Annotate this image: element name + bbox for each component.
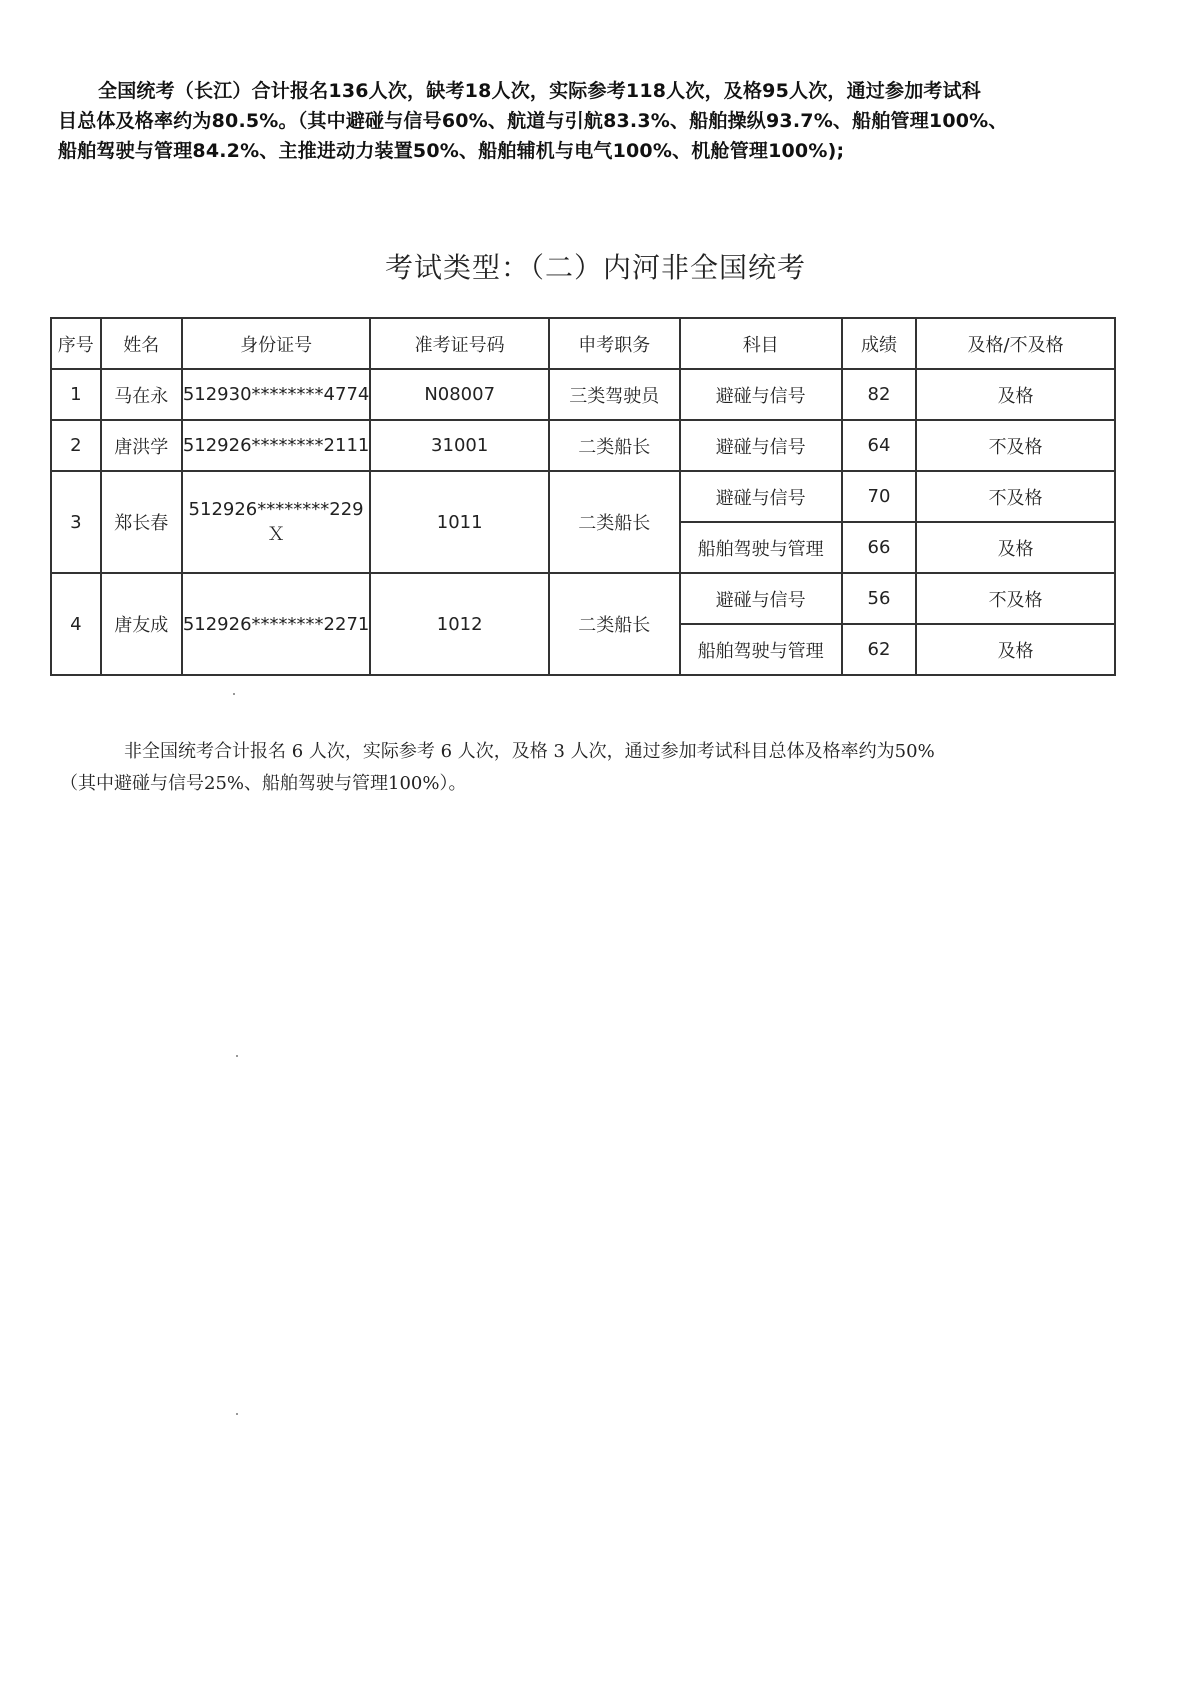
summary-line-1: 非全国统考合计报名 6 人次，实际参考 6 人次，及格 3 人次，通过参加考试科目总体及格率约为50% — [124, 741, 935, 762]
cell-result: 不及格 — [916, 471, 1115, 522]
cell-subject: 避碰与信号 — [680, 573, 842, 624]
cell-score: 62 — [842, 624, 916, 675]
cell-name: 郑长春 — [101, 471, 182, 573]
cell-ticket: N08007 — [370, 369, 549, 420]
scan-speck — [236, 1055, 238, 1057]
cell-no: 3 — [51, 471, 101, 573]
cell-result: 不及格 — [916, 573, 1115, 624]
scan-speck — [236, 1413, 238, 1415]
intro-line-1: 全国统考（长江）合计报名136人次，缺考18人次，实际参考118人次，及格95人次，通过参加考试科 — [98, 80, 982, 102]
header-ticket: 准考证号码 — [370, 318, 549, 369]
cell-score: 64 — [842, 420, 916, 471]
header-id: 身份证号 — [182, 318, 371, 369]
cell-no: 2 — [51, 420, 101, 471]
header-score: 成绩 — [842, 318, 916, 369]
cell-subject: 避碰与信号 — [680, 369, 842, 420]
cell-duty: 三类驾驶员 — [549, 369, 680, 420]
summary-line-2: （其中避碰与信号25%、船舶驾驶与管理100%）。 — [60, 773, 467, 794]
cell-no: 4 — [51, 573, 101, 675]
cell-name: 唐洪学 — [101, 420, 182, 471]
cell-duty: 二类船长 — [549, 573, 680, 675]
results-table — [50, 317, 1116, 676]
cell-name: 马在永 — [101, 369, 182, 420]
cell-result: 及格 — [916, 522, 1115, 573]
header-duty: 申考职务 — [549, 318, 680, 369]
cell-no: 1 — [51, 369, 101, 420]
header-subject: 科目 — [680, 318, 842, 369]
header-no: 序号 — [51, 318, 101, 369]
cell-score: 70 — [842, 471, 916, 522]
cell-result: 及格 — [916, 624, 1115, 675]
cell-duty: 二类船长 — [549, 471, 680, 573]
cell-subject: 船舶驾驶与管理 — [680, 624, 842, 675]
header-result: 及格/不及格 — [916, 318, 1115, 369]
cell-id: 512926********2111 — [182, 420, 371, 471]
cell-id: 512926********2271 — [182, 573, 371, 675]
table-row — [51, 471, 1115, 522]
intro-line-2: 目总体及格率约为80.5%。（其中避碰与信号60%、航道与引航83.3%、船舶操纵93.7%、船舶管理100%、 — [58, 110, 1008, 132]
intro-paragraph — [58, 76, 1118, 166]
header-name: 姓名 — [101, 318, 182, 369]
intro-line-3: 船舶驾驶与管理84.2%、主推进动力装置50%、船舶辅机与电气100%、机舱管理100%); — [58, 140, 845, 162]
cell-ticket: 1012 — [370, 573, 549, 675]
table-row — [51, 369, 1115, 420]
scan-speck — [233, 693, 235, 695]
cell-ticket: 31001 — [370, 420, 549, 471]
table-row — [51, 420, 1115, 471]
cell-ticket: 1011 — [370, 471, 549, 573]
cell-score: 66 — [842, 522, 916, 573]
cell-id: 512926********229Ｘ — [182, 471, 371, 573]
cell-name: 唐友成 — [101, 573, 182, 675]
cell-subject: 避碰与信号 — [680, 471, 842, 522]
cell-id: 512930********4774 — [182, 369, 371, 420]
cell-subject: 避碰与信号 — [680, 420, 842, 471]
section-title: 考试类型：（二）内河非全国统考 — [384, 251, 806, 284]
cell-score: 56 — [842, 573, 916, 624]
cell-result: 不及格 — [916, 420, 1115, 471]
cell-score: 82 — [842, 369, 916, 420]
cell-duty: 二类船长 — [549, 420, 680, 471]
table-row — [51, 573, 1115, 624]
table-header-row — [51, 318, 1115, 369]
cell-result: 及格 — [916, 369, 1115, 420]
cell-subject: 船舶驾驶与管理 — [680, 522, 842, 573]
summary-paragraph — [60, 736, 1120, 800]
